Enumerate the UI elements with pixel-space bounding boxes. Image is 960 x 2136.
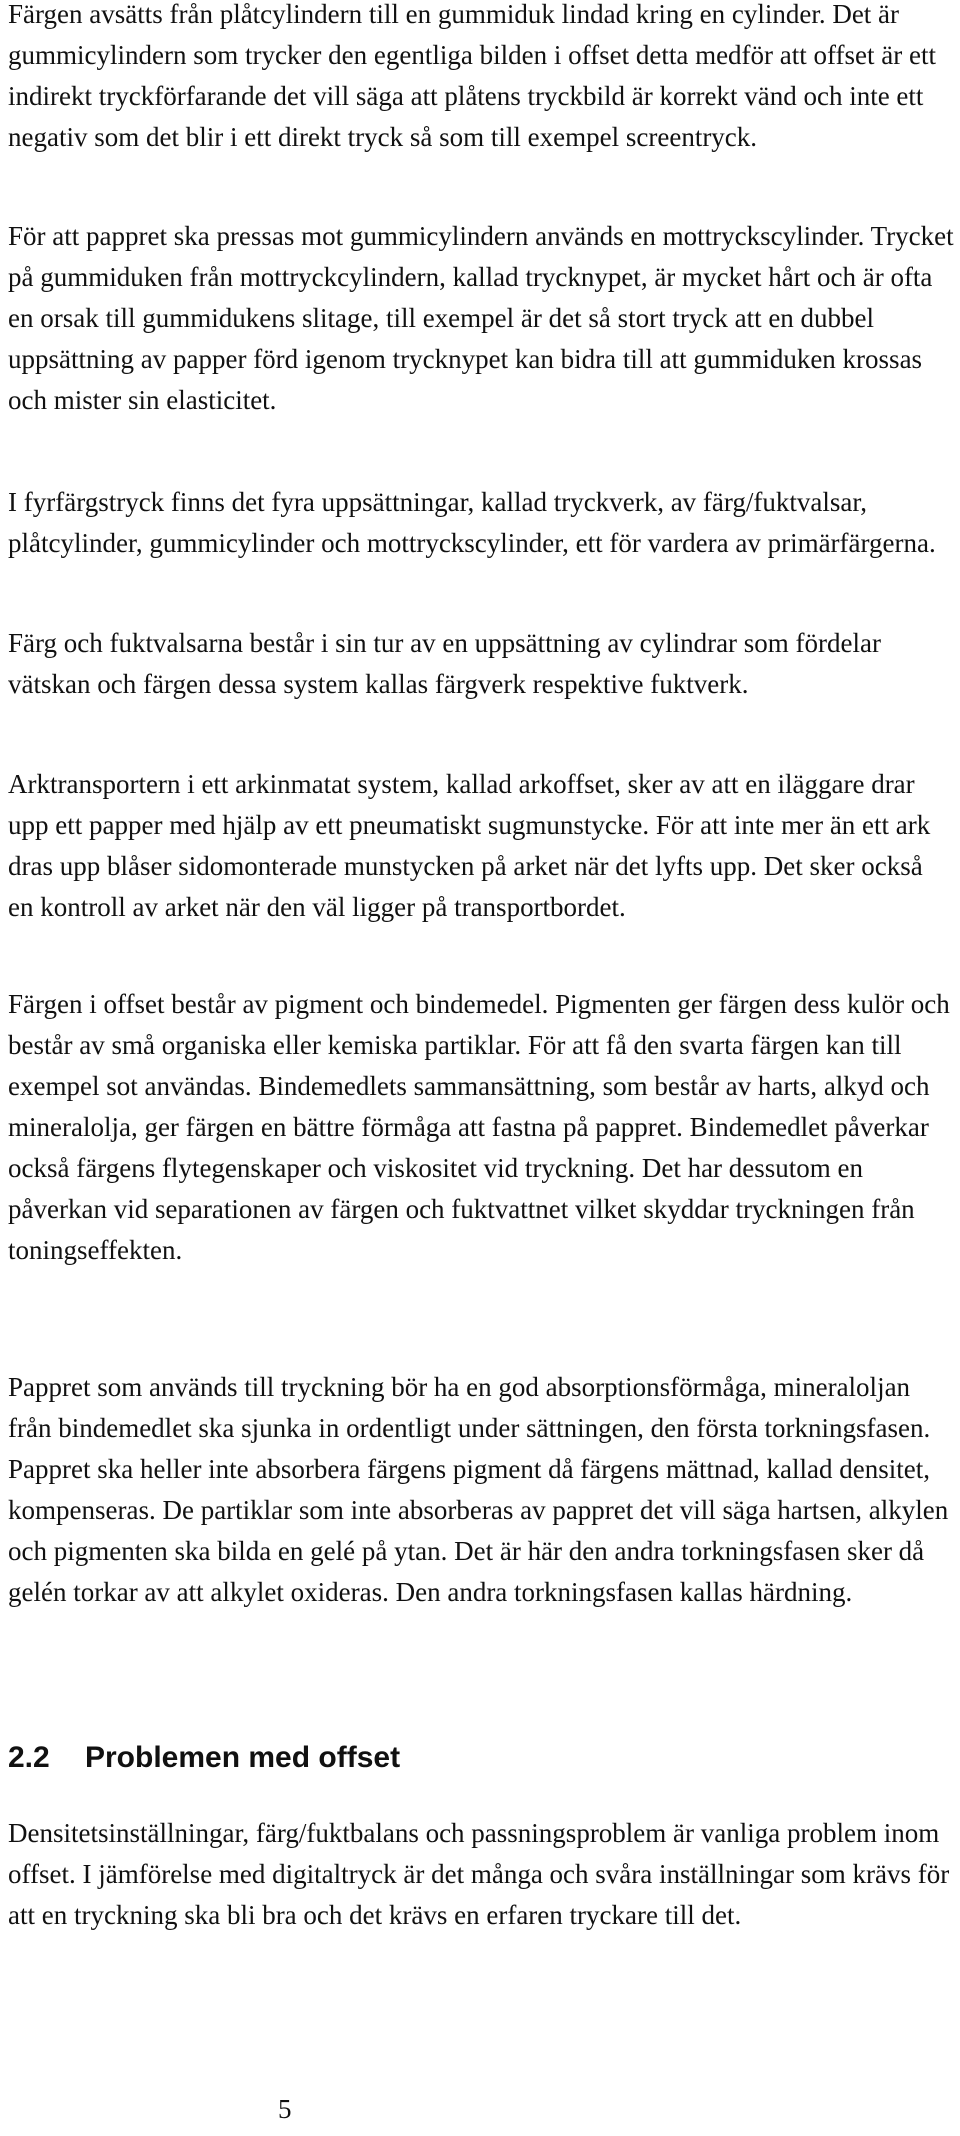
body-paragraph: Färgen avsätts från plåtcylindern till en gummiduk lindad kring en cylinder. Det är gummicylindern som trycker den egentliga bilden i offset detta medför att offset är ett indirekt tryckförfarande det vill säga att plåtens tryckbild är korrekt vänd och inte ett negativ som det blir i ett direkt tryck så som till exempel screentryck. xyxy=(8,0,936,152)
body-paragraph: Färg och fuktvalsarna består i sin tur av en uppsättning av cylindrar som fördelar vätskan och färgen dessa system kallas färgverk respektive fuktverk. xyxy=(8,628,882,699)
body-paragraph: Pappret som används till tryckning bör ha en god absorptionsförmåga, mineraloljan från bindemedlet ska sjunka in ordentligt under sättningen, den första torkningsfasen. Pappret ska heller inte absorbera färgens pigment då färgens mättnad, kallad densitet, kompenseras. De partiklar som inte absorberas av pappret det vill säga hartsen, alkylen och pigmenten ska bilda en gelé på ytan. Det är här den andra torkningsfasen sker då gelén torkar av att alkylet oxideras. Den andra torkningsfasen kallas härdning. xyxy=(8,1372,949,1607)
section-heading xyxy=(8,1738,400,1778)
body-paragraph: I fyrfärgstryck finns det fyra uppsättningar, kallad tryckverk, av färg/fuktvalsar, plåtcylinder, gummicylinder och mottryckscylinder, ett för vardera av primärfärgerna. xyxy=(8,487,936,558)
section-paragraph: Densitetsinställningar, färg/fuktbalans och passningsproblem är vanliga problem inom offset. I jämförelse med digitaltryck är det många och svåra inställningar som krävs för att en tryckning ska bli bra och det krävs en erfaren tryckare till det. xyxy=(8,1818,950,1930)
body-paragraph: Arktransportern i ett arkinmatat system, kallad arkoffset, sker av att en iläggare drar upp ett papper med hjälp av ett pneumatiskt sugmunstycke. För att inte mer än ett ark dras upp blåser sidomonterade munstycken på arket när det lyfts upp. Det sker också en kontroll av arket när den väl ligger på transportbordet. xyxy=(8,769,931,922)
section-number: 2.2 xyxy=(8,1741,50,1774)
body-paragraph: För att pappret ska pressas mot gummicylindern används en mottryckscylinder. Trycket på gummiduken från mottryckcylindern, kallad trycknypet, är mycket hårt och är ofta en orsak till gummidukens slitage, till exempel är det så stort tryck att en dubbel uppsättning av papper förd igenom trycknypet kan bidra till att gummiduken krossas och mister sin elasticitet. xyxy=(8,221,954,415)
section-title: Problemen med offset xyxy=(85,1741,401,1774)
page-number: 5 xyxy=(278,2094,292,2124)
body-paragraph: Färgen i offset består av pigment och bindemedel. Pigmenten ger färgen dess kulör och består av små organiska eller kemiska partiklar. För att få den svarta färgen kan till exempel sot användas. Bindemedlets sammansättning, som består av harts, alkyd och mineralolja, ger färgen en bättre förmåga att fastna på pappret. Bindemedlet påverkar också färgens flytegenskaper och viskositet vid tryckning. Det har dessutom en påverkan vid separationen av färgen och fuktvattnet vilket skyddar tryckningen från toningseffekten. xyxy=(8,989,950,1265)
